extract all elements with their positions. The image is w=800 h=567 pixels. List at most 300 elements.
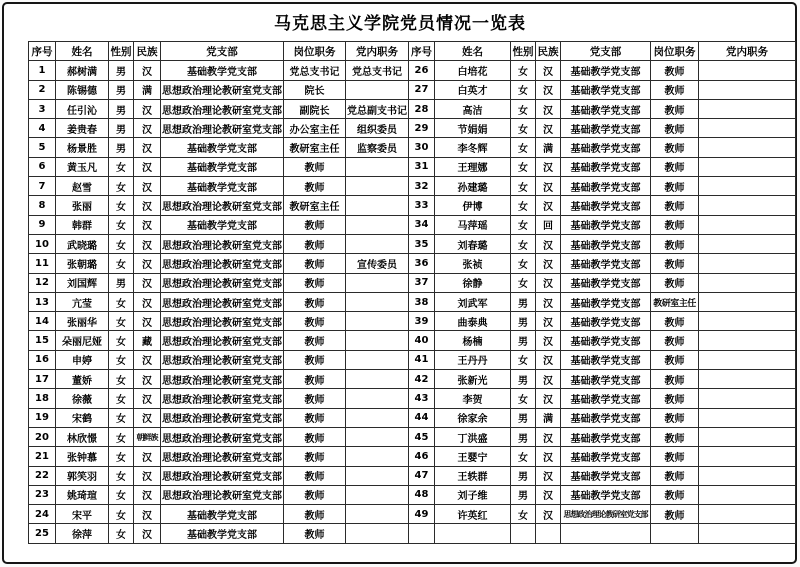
cell-serial: 37 — [409, 273, 435, 292]
cell-position: 教师 — [284, 408, 346, 427]
cell-position: 教师 — [284, 370, 346, 389]
cell-ethnicity: 汉 — [536, 505, 561, 524]
cell-party-role — [699, 80, 796, 99]
cell-party-role — [346, 485, 409, 504]
cell-gender: 女 — [109, 234, 134, 253]
cell-position: 教师 — [651, 80, 699, 99]
cell-party-role — [699, 157, 796, 176]
table-row — [29, 99, 796, 118]
table-row — [29, 119, 796, 138]
cell-gender: 女 — [511, 350, 536, 369]
cell-party-role — [346, 157, 409, 176]
cell-party-branch: 思想政治理论教研室党支部 — [161, 292, 284, 311]
cell-party-branch: 思想政治理论教研室党支部 — [161, 80, 284, 99]
cell-party-branch: 基础教学党支部 — [561, 119, 651, 138]
cell-serial: 17 — [29, 370, 56, 389]
cell-ethnicity: 汉 — [134, 466, 161, 485]
table-row — [29, 254, 796, 273]
cell-serial: 12 — [29, 273, 56, 292]
cell-name: 徐萍 — [56, 524, 109, 543]
cell-serial: 13 — [29, 292, 56, 311]
cell-gender: 男 — [511, 312, 536, 331]
cell-party-role — [346, 312, 409, 331]
cell-gender: 男 — [109, 61, 134, 80]
col-header-position: 岗位职务 — [284, 42, 346, 61]
table-row — [29, 80, 796, 99]
cell-gender: 女 — [109, 157, 134, 176]
cell-name: 林欣憬 — [56, 427, 109, 446]
col-header-party-branch: 党支部 — [161, 42, 284, 61]
cell-serial: 28 — [409, 99, 435, 118]
cell-gender: 女 — [109, 254, 134, 273]
cell-name: 刘国辉 — [56, 273, 109, 292]
cell-ethnicity: 汉 — [536, 61, 561, 80]
cell-party-role — [699, 119, 796, 138]
table-row — [29, 427, 796, 446]
cell-party-branch: 基础教学党支部 — [561, 138, 651, 157]
cell-ethnicity: 汉 — [134, 524, 161, 543]
cell-party-branch: 基础教学党支部 — [161, 61, 284, 80]
cell-party-role — [699, 273, 796, 292]
cell-position: 教师 — [651, 427, 699, 446]
cell-name: 刘春璐 — [435, 234, 511, 253]
cell-position: 教师 — [651, 447, 699, 466]
cell-party-role — [346, 292, 409, 311]
cell-serial: 21 — [29, 447, 56, 466]
cell-name: 姚琦瑄 — [56, 485, 109, 504]
cell-serial: 15 — [29, 331, 56, 350]
cell-gender: 女 — [511, 447, 536, 466]
cell-serial: 31 — [409, 157, 435, 176]
cell-name: 李冬辉 — [435, 138, 511, 157]
cell-name: 宋鹤 — [56, 408, 109, 427]
cell-name: 杨景胜 — [56, 138, 109, 157]
table-row — [29, 215, 796, 234]
cell-ethnicity: 汉 — [536, 80, 561, 99]
table-row — [29, 292, 796, 311]
table-row — [29, 389, 796, 408]
cell-party-branch: 基础教学党支部 — [161, 524, 284, 543]
cell-serial: 40 — [409, 331, 435, 350]
table-row — [29, 505, 796, 524]
cell-party-role — [699, 215, 796, 234]
cell-ethnicity: 汉 — [536, 234, 561, 253]
cell-ethnicity: 汉 — [134, 157, 161, 176]
cell-position: 教师 — [651, 234, 699, 253]
cell-ethnicity: 汉 — [536, 119, 561, 138]
cell-ethnicity: 汉 — [536, 350, 561, 369]
cell-name: 徐家余 — [435, 408, 511, 427]
cell-name: 张新光 — [435, 370, 511, 389]
cell-position: 教师 — [284, 427, 346, 446]
cell-ethnicity: 回 — [536, 215, 561, 234]
cell-position: 副院长 — [284, 99, 346, 118]
cell-party-role — [699, 505, 796, 524]
cell-party-role — [346, 177, 409, 196]
cell-serial: 46 — [409, 447, 435, 466]
cell-name: 陈锡德 — [56, 80, 109, 99]
table-row — [29, 408, 796, 427]
cell-party-branch — [561, 524, 651, 543]
cell-gender: 女 — [109, 292, 134, 311]
cell-name: 姜贵春 — [56, 119, 109, 138]
cell-party-branch: 基础教学党支部 — [561, 157, 651, 176]
cell-serial — [409, 524, 435, 543]
cell-party-branch: 基础教学党支部 — [161, 138, 284, 157]
cell-gender: 女 — [511, 99, 536, 118]
cell-serial: 48 — [409, 485, 435, 504]
cell-gender: 女 — [109, 215, 134, 234]
cell-gender: 女 — [511, 177, 536, 196]
cell-ethnicity: 汉 — [536, 331, 561, 350]
cell-ethnicity: 汉 — [134, 312, 161, 331]
cell-ethnicity: 汉 — [134, 138, 161, 157]
cell-name: 丁洪盛 — [435, 427, 511, 446]
cell-serial: 2 — [29, 80, 56, 99]
cell-party-branch: 思想政治理论教研室党支部 — [161, 408, 284, 427]
cell-gender — [511, 524, 536, 543]
cell-party-branch: 思想政治理论教研室党支部 — [161, 273, 284, 292]
cell-ethnicity: 汉 — [134, 389, 161, 408]
cell-party-role — [346, 447, 409, 466]
cell-name: 郝树满 — [56, 61, 109, 80]
cell-name: 刘武军 — [435, 292, 511, 311]
cell-gender: 男 — [511, 408, 536, 427]
cell-serial: 27 — [409, 80, 435, 99]
cell-gender: 女 — [109, 331, 134, 350]
cell-party-role — [699, 408, 796, 427]
cell-ethnicity: 藏 — [134, 331, 161, 350]
cell-name: 任引沁 — [56, 99, 109, 118]
cell-ethnicity: 汉 — [536, 312, 561, 331]
cell-gender: 女 — [109, 524, 134, 543]
cell-serial: 9 — [29, 215, 56, 234]
cell-ethnicity: 汉 — [536, 177, 561, 196]
cell-party-role — [346, 234, 409, 253]
cell-party-role — [346, 466, 409, 485]
cell-ethnicity: 汉 — [134, 505, 161, 524]
cell-party-branch: 基础教学党支部 — [561, 408, 651, 427]
cell-serial: 1 — [29, 61, 56, 80]
cell-party-branch: 基础教学党支部 — [161, 505, 284, 524]
cell-serial: 25 — [29, 524, 56, 543]
cell-position: 教师 — [284, 157, 346, 176]
cell-gender: 女 — [511, 157, 536, 176]
cell-position: 教师 — [284, 292, 346, 311]
cell-position: 教师 — [651, 273, 699, 292]
cell-party-branch: 基础教学党支部 — [561, 292, 651, 311]
cell-party-branch: 基础教学党支部 — [561, 254, 651, 273]
cell-ethnicity: 汉 — [536, 254, 561, 273]
table-row — [29, 177, 796, 196]
cell-ethnicity: 汉 — [134, 485, 161, 504]
table-row — [29, 350, 796, 369]
cell-party-role — [346, 408, 409, 427]
cell-gender: 男 — [511, 292, 536, 311]
cell-party-role — [699, 370, 796, 389]
table-row — [29, 447, 796, 466]
cell-serial: 39 — [409, 312, 435, 331]
cell-serial: 18 — [29, 389, 56, 408]
cell-serial: 36 — [409, 254, 435, 273]
cell-party-role — [699, 312, 796, 331]
cell-name: 张祯 — [435, 254, 511, 273]
cell-ethnicity: 汉 — [134, 447, 161, 466]
cell-gender: 女 — [511, 389, 536, 408]
cell-ethnicity: 汉 — [536, 292, 561, 311]
cell-serial: 5 — [29, 138, 56, 157]
cell-position: 教师 — [651, 331, 699, 350]
cell-gender: 女 — [511, 215, 536, 234]
cell-gender: 男 — [109, 138, 134, 157]
col-header-name: 姓名 — [435, 42, 511, 61]
cell-gender: 女 — [109, 370, 134, 389]
cell-name: 李贺 — [435, 389, 511, 408]
cell-party-role — [699, 61, 796, 80]
cell-serial: 35 — [409, 234, 435, 253]
col-header-ethnicity: 民族 — [134, 42, 161, 61]
cell-ethnicity: 汉 — [134, 273, 161, 292]
cell-gender: 女 — [511, 119, 536, 138]
cell-party-branch: 思想政治理论教研室党支部 — [161, 389, 284, 408]
cell-gender: 女 — [109, 177, 134, 196]
table-row — [29, 331, 796, 350]
col-header-serial: 序号 — [29, 42, 56, 61]
cell-position: 教师 — [651, 312, 699, 331]
cell-party-branch: 思想政治理论教研室党支部 — [161, 370, 284, 389]
cell-party-branch: 基础教学党支部 — [161, 157, 284, 176]
cell-serial: 11 — [29, 254, 56, 273]
cell-party-role — [346, 505, 409, 524]
cell-serial: 26 — [409, 61, 435, 80]
table-row — [29, 273, 796, 292]
cell-serial: 19 — [29, 408, 56, 427]
cell-name — [435, 524, 511, 543]
cell-party-role: 党总副支书记 — [346, 99, 409, 118]
table-row — [29, 312, 796, 331]
table-row — [29, 466, 796, 485]
cell-position: 教师 — [651, 254, 699, 273]
page-title: 马克思主义学院党员情况一览表 — [274, 14, 526, 34]
cell-position: 教师 — [284, 485, 346, 504]
cell-party-branch: 基础教学党支部 — [161, 215, 284, 234]
cell-serial: 6 — [29, 157, 56, 176]
cell-position: 教师 — [284, 466, 346, 485]
cell-position: 教师 — [651, 138, 699, 157]
cell-party-branch: 思想政治理论教研室党支部 — [161, 196, 284, 215]
cell-name: 曲泰典 — [435, 312, 511, 331]
cell-ethnicity: 满 — [134, 80, 161, 99]
cell-gender: 女 — [109, 505, 134, 524]
table-row — [29, 157, 796, 176]
cell-ethnicity: 满 — [536, 408, 561, 427]
cell-gender: 女 — [511, 505, 536, 524]
cell-ethnicity: 汉 — [536, 447, 561, 466]
cell-party-branch: 基础教学党支部 — [561, 196, 651, 215]
cell-name: 徐薇 — [56, 389, 109, 408]
cell-party-role — [699, 427, 796, 446]
cell-name: 朵丽尼娅 — [56, 331, 109, 350]
cell-name: 白培花 — [435, 61, 511, 80]
cell-party-role — [346, 215, 409, 234]
cell-name: 刘子维 — [435, 485, 511, 504]
cell-party-branch: 思想政治理论教研室党支部 — [161, 350, 284, 369]
cell-serial: 22 — [29, 466, 56, 485]
cell-serial: 20 — [29, 427, 56, 446]
cell-name: 孙建璐 — [435, 177, 511, 196]
cell-party-role — [699, 447, 796, 466]
cell-gender: 男 — [109, 99, 134, 118]
table-body — [29, 61, 796, 543]
table-row — [29, 370, 796, 389]
cell-gender: 女 — [511, 234, 536, 253]
cell-party-role — [346, 196, 409, 215]
cell-party-role — [699, 99, 796, 118]
cell-party-role — [699, 466, 796, 485]
cell-serial: 30 — [409, 138, 435, 157]
cell-party-role — [699, 254, 796, 273]
cell-name: 韩群 — [56, 215, 109, 234]
table-row — [29, 485, 796, 504]
cell-position: 教研室主任 — [284, 196, 346, 215]
cell-serial: 3 — [29, 99, 56, 118]
table-row — [29, 138, 796, 157]
cell-name: 张朝璐 — [56, 254, 109, 273]
cell-serial: 41 — [409, 350, 435, 369]
cell-name: 伊博 — [435, 196, 511, 215]
cell-ethnicity: 汉 — [134, 254, 161, 273]
cell-ethnicity: 汉 — [134, 61, 161, 80]
cell-name: 张钟慕 — [56, 447, 109, 466]
cell-gender: 男 — [109, 119, 134, 138]
cell-party-role — [346, 80, 409, 99]
cell-ethnicity: 汉 — [134, 350, 161, 369]
cell-party-branch: 思想政治理论教研室党支部 — [161, 466, 284, 485]
cell-party-role: 监察委员 — [346, 138, 409, 157]
cell-name: 杨楠 — [435, 331, 511, 350]
cell-name: 高洁 — [435, 99, 511, 118]
cell-party-branch: 基础教学党支部 — [561, 312, 651, 331]
cell-serial: 38 — [409, 292, 435, 311]
cell-name: 马萍瑶 — [435, 215, 511, 234]
cell-party-role — [699, 196, 796, 215]
cell-serial: 8 — [29, 196, 56, 215]
cell-party-branch: 思想政治理论教研室党支部 — [161, 427, 284, 446]
cell-party-branch: 基础教学党支部 — [561, 350, 651, 369]
cell-ethnicity: 汉 — [536, 99, 561, 118]
cell-serial: 24 — [29, 505, 56, 524]
cell-party-role: 宣传委员 — [346, 254, 409, 273]
cell-position: 教师 — [284, 331, 346, 350]
cell-party-branch: 思想政治理论教研室党支部 — [561, 505, 651, 524]
cell-serial: 16 — [29, 350, 56, 369]
cell-position: 教师 — [284, 273, 346, 292]
cell-name: 王婴宁 — [435, 447, 511, 466]
cell-party-branch: 思想政治理论教研室党支部 — [161, 331, 284, 350]
cell-position: 办公室主任 — [284, 119, 346, 138]
cell-position: 教研室主任 — [651, 292, 699, 311]
cell-ethnicity: 满 — [536, 138, 561, 157]
cell-party-role — [699, 389, 796, 408]
cell-position: 教师 — [651, 196, 699, 215]
cell-ethnicity: 汉 — [134, 408, 161, 427]
cell-party-branch: 基础教学党支部 — [561, 485, 651, 504]
cell-ethnicity: 汉 — [134, 177, 161, 196]
cell-name: 王轶群 — [435, 466, 511, 485]
cell-party-role: 党总支书记 — [346, 61, 409, 80]
cell-position: 教师 — [651, 157, 699, 176]
cell-ethnicity: 汉 — [134, 234, 161, 253]
cell-party-branch: 基础教学党支部 — [561, 427, 651, 446]
cell-ethnicity: 汉 — [536, 370, 561, 389]
table-row — [29, 61, 796, 80]
cell-party-branch: 思想政治理论教研室党支部 — [161, 99, 284, 118]
cell-party-role — [699, 350, 796, 369]
cell-gender: 女 — [109, 196, 134, 215]
cell-serial: 29 — [409, 119, 435, 138]
cell-position: 教师 — [651, 370, 699, 389]
members-table — [28, 41, 796, 544]
cell-gender: 女 — [109, 312, 134, 331]
cell-serial: 44 — [409, 408, 435, 427]
cell-party-branch: 思想政治理论教研室党支部 — [161, 485, 284, 504]
cell-party-role: 组织委员 — [346, 119, 409, 138]
cell-gender: 女 — [511, 61, 536, 80]
cell-party-branch: 思想政治理论教研室党支部 — [161, 234, 284, 253]
cell-party-branch: 基础教学党支部 — [561, 389, 651, 408]
cell-gender: 男 — [511, 427, 536, 446]
cell-party-branch: 基础教学党支部 — [561, 370, 651, 389]
col-header-gender: 性别 — [109, 42, 134, 61]
cell-party-branch: 基础教学党支部 — [561, 80, 651, 99]
cell-ethnicity — [536, 524, 561, 543]
cell-position: 教师 — [284, 389, 346, 408]
cell-party-role — [346, 273, 409, 292]
cell-party-role — [346, 389, 409, 408]
cell-serial: 33 — [409, 196, 435, 215]
cell-ethnicity: 朝鲜族 — [134, 427, 161, 446]
cell-serial: 4 — [29, 119, 56, 138]
cell-ethnicity: 汉 — [536, 273, 561, 292]
cell-name: 郭笑羽 — [56, 466, 109, 485]
cell-serial: 32 — [409, 177, 435, 196]
cell-position: 教师 — [284, 505, 346, 524]
cell-name: 申婷 — [56, 350, 109, 369]
cell-position: 教师 — [651, 215, 699, 234]
cell-name: 王理娜 — [435, 157, 511, 176]
col-header-position: 岗位职务 — [651, 42, 699, 61]
cell-name: 董娇 — [56, 370, 109, 389]
cell-serial: 14 — [29, 312, 56, 331]
cell-gender: 男 — [511, 466, 536, 485]
cell-name: 节娟娟 — [435, 119, 511, 138]
cell-party-role — [346, 331, 409, 350]
cell-name: 宋平 — [56, 505, 109, 524]
cell-party-branch: 基础教学党支部 — [561, 331, 651, 350]
cell-party-branch: 思想政治理论教研室党支部 — [161, 119, 284, 138]
cell-party-role — [699, 177, 796, 196]
cell-party-branch: 思想政治理论教研室党支部 — [161, 254, 284, 273]
cell-ethnicity: 汉 — [134, 292, 161, 311]
cell-party-role — [699, 292, 796, 311]
cell-gender: 女 — [109, 485, 134, 504]
cell-position — [651, 524, 699, 543]
cell-position: 教师 — [651, 485, 699, 504]
cell-name: 亢莹 — [56, 292, 109, 311]
cell-gender: 女 — [511, 273, 536, 292]
cell-party-branch: 思想政治理论教研室党支部 — [161, 447, 284, 466]
cell-gender: 女 — [109, 408, 134, 427]
